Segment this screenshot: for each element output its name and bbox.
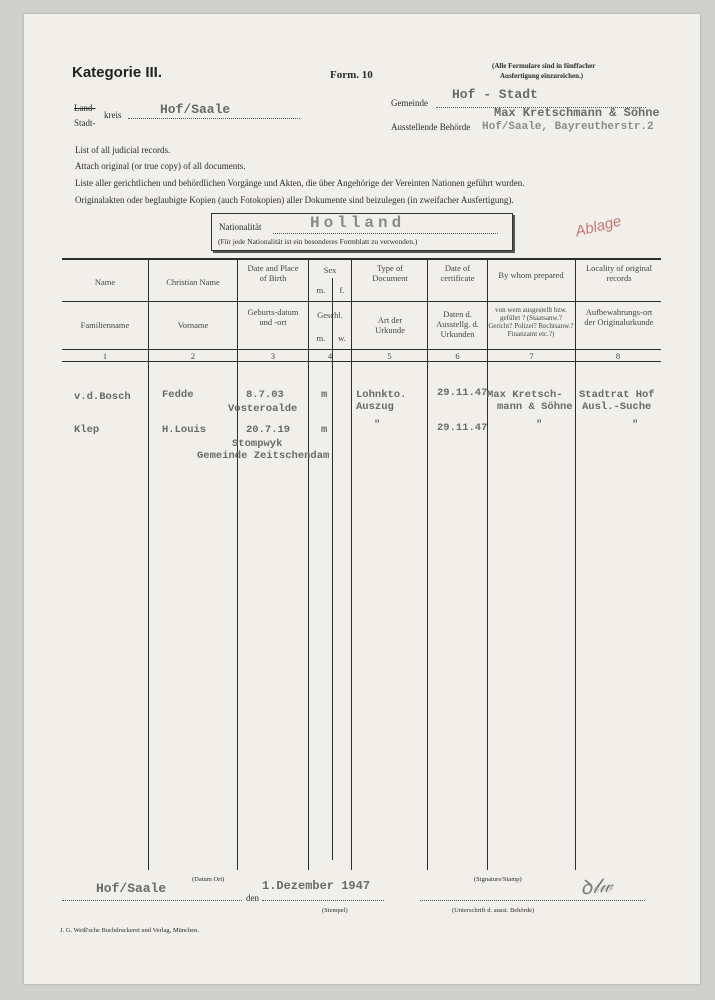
col-header-vorname: Vorname [177, 320, 209, 330]
kreis-line [128, 118, 300, 119]
table-top-line [62, 258, 661, 260]
row2-document: " [374, 419, 381, 431]
category-title: Kategorie III. [72, 64, 163, 81]
copies-note-1: (Alle Formulare sind in fünffacher [492, 62, 596, 70]
col-header-sex-m: m. [316, 285, 326, 295]
col-header-sex: Sex [323, 265, 337, 275]
col-header-sex-f: f. [339, 285, 345, 295]
col-divider-3 [308, 258, 309, 870]
table-mid-line [62, 301, 661, 302]
col-divider-6 [487, 258, 488, 870]
col-number-4: 4 [327, 351, 333, 361]
row1-prepared-by: Max Kretsch- [487, 389, 563, 401]
nationality-note: (Für jede Nationalität ist ein besonderes Formblatt zu verwenden.) [218, 237, 418, 246]
stadt-label: Stadt- [74, 118, 96, 128]
unterschrift-label: (Unterschrift d. ausst. Behörde) [452, 907, 535, 914]
gemeinde-value: Hof - Stadt [452, 87, 538, 102]
col-header-urkunde: Art der Urkunde [375, 315, 405, 335]
col-divider-7 [575, 258, 576, 870]
archive-stamp: Ablage [573, 212, 624, 241]
place-line [62, 900, 242, 901]
col-number-3: 3 [270, 351, 276, 361]
table-header-bottom [62, 349, 661, 350]
col-divider-5 [427, 258, 428, 870]
col-header-name: Name [94, 277, 116, 287]
col-header-ausgestellt: von wem ausgestellt bzw. geführt ? (Staatsanw.? Gericht? Polizei? Rechtsanw.? Finanzamt etc.?) [488, 306, 574, 338]
row1-name: v.d.Bosch [74, 391, 131, 403]
signature-line [420, 900, 645, 901]
place-label: (Datum Ort) [192, 876, 225, 883]
nationality-value: Holland [310, 214, 406, 232]
col-divider-1 [148, 258, 149, 870]
instruction-3: Liste aller gerichtlichen und behördlichen Vorgänge und Akten, die über Angehörige der Vereinten Nationen geführt wurden. [75, 178, 525, 188]
form-sheet [24, 14, 700, 984]
row2-sex: m [321, 424, 328, 436]
date-line [262, 900, 384, 901]
handwritten-signature: ꝺ𝓁𝓌 [578, 872, 614, 900]
row1-sex: m [321, 389, 328, 401]
col-header-certificate-date: Date of certificate [440, 263, 475, 283]
col-divider-2 [237, 258, 238, 870]
row2-prepared-by: " [536, 419, 543, 431]
row1-locality-2: Ausl.-Suche [582, 401, 652, 413]
row2-locality: " [632, 419, 639, 431]
copies-note-2: Ausfertigung einzureichen.) [500, 72, 584, 80]
printer-imprint: J. G. Weiß'sche Buchdruckerei und Verlag, München. [60, 927, 200, 934]
row2-first-name: H.Louis [162, 424, 207, 436]
col-divider-sex [332, 278, 333, 860]
col-header-geschl-m: m. [316, 333, 326, 343]
nationality-label: Nationalität [219, 222, 262, 232]
land-label: Land- [74, 103, 96, 113]
col-number-7: 7 [529, 351, 534, 361]
form-number: Form. 10 [330, 69, 373, 81]
nationality-line [273, 233, 498, 234]
col-number-6: 6 [455, 351, 460, 361]
col-header-document-type: Type of Document [372, 263, 408, 283]
col-header-birth: Date and Place of Birth [247, 263, 299, 283]
instruction-1: List of all judicial records. [75, 145, 171, 155]
col-divider-4 [351, 258, 352, 870]
row1-first-name: Fedde [162, 389, 194, 401]
row2-name: Klep [74, 424, 100, 436]
kreis-value: Hof/Saale [160, 102, 231, 117]
row2-birth-date: 20.7.19 [246, 424, 291, 436]
table-number-line [62, 361, 661, 362]
col-header-geschlecht: Geschl. [317, 310, 343, 320]
behoerde-value-1: Max Kretschmann & Söhne [494, 106, 660, 120]
behoerde-value-2: Hof/Saale, Bayreutherstr.2 [482, 121, 654, 133]
footer-date: 1.Dezember 1947 [262, 879, 371, 893]
behoerde-label: Ausstellende Behörde [391, 122, 471, 132]
row2-date: 29.11.47 [437, 422, 488, 434]
kreis-label: kreis [104, 110, 122, 120]
den-label: den [246, 893, 259, 903]
col-header-geschl-w: w. [338, 333, 346, 343]
row1-locality: Stadtrat Hof [579, 389, 655, 401]
col-header-aufbewahrung: Aufbewahrungs-ort der Originalurkunde [584, 307, 654, 327]
col-number-1: 1 [102, 351, 108, 361]
col-number-2: 2 [190, 351, 196, 361]
row2-birth-place-2: Gemeinde Zeitschendam [197, 450, 330, 462]
gemeinde-label: Gemeinde [391, 98, 428, 108]
col-header-locality: Locality of original records [585, 263, 653, 283]
col-number-5: 5 [387, 351, 392, 361]
col-header-daten: Daten d. Ausstellg. d. Urkunden [436, 309, 479, 339]
instruction-2: Attach original (or true copy) of all documents. [75, 161, 246, 171]
col-header-familienname: Familienname [80, 320, 130, 330]
col-header-christian-name: Christian Name [166, 277, 220, 287]
footer-place: Hof/Saale [96, 881, 167, 896]
col-number-8: 8 [615, 351, 621, 361]
row1-birth-place: Vosteroalde [228, 403, 298, 415]
row1-document-2: Auszug [356, 401, 394, 413]
row1-birth-date: 8.7.03 [246, 389, 284, 401]
col-header-prepared-by: By whom prepared [498, 270, 564, 280]
row1-prepared-by-2: mann & Söhne [497, 401, 573, 413]
row1-date: 29.11.47 [437, 387, 488, 399]
signature-label: (Signature/Stamp) [474, 876, 522, 883]
row1-document: Lohnkto. [356, 389, 407, 401]
row2-birth-place: Stompwyk [232, 438, 283, 450]
col-header-geburt: Geburts-datum und -ort [247, 307, 299, 327]
stempel-label: (Stempel) [322, 907, 348, 914]
instruction-4: Originalakten oder beglaubigte Kopien (auch Fotokopien) aller Dokumente sind beizulegen (in zweifacher Ausfertigung). [75, 195, 514, 205]
